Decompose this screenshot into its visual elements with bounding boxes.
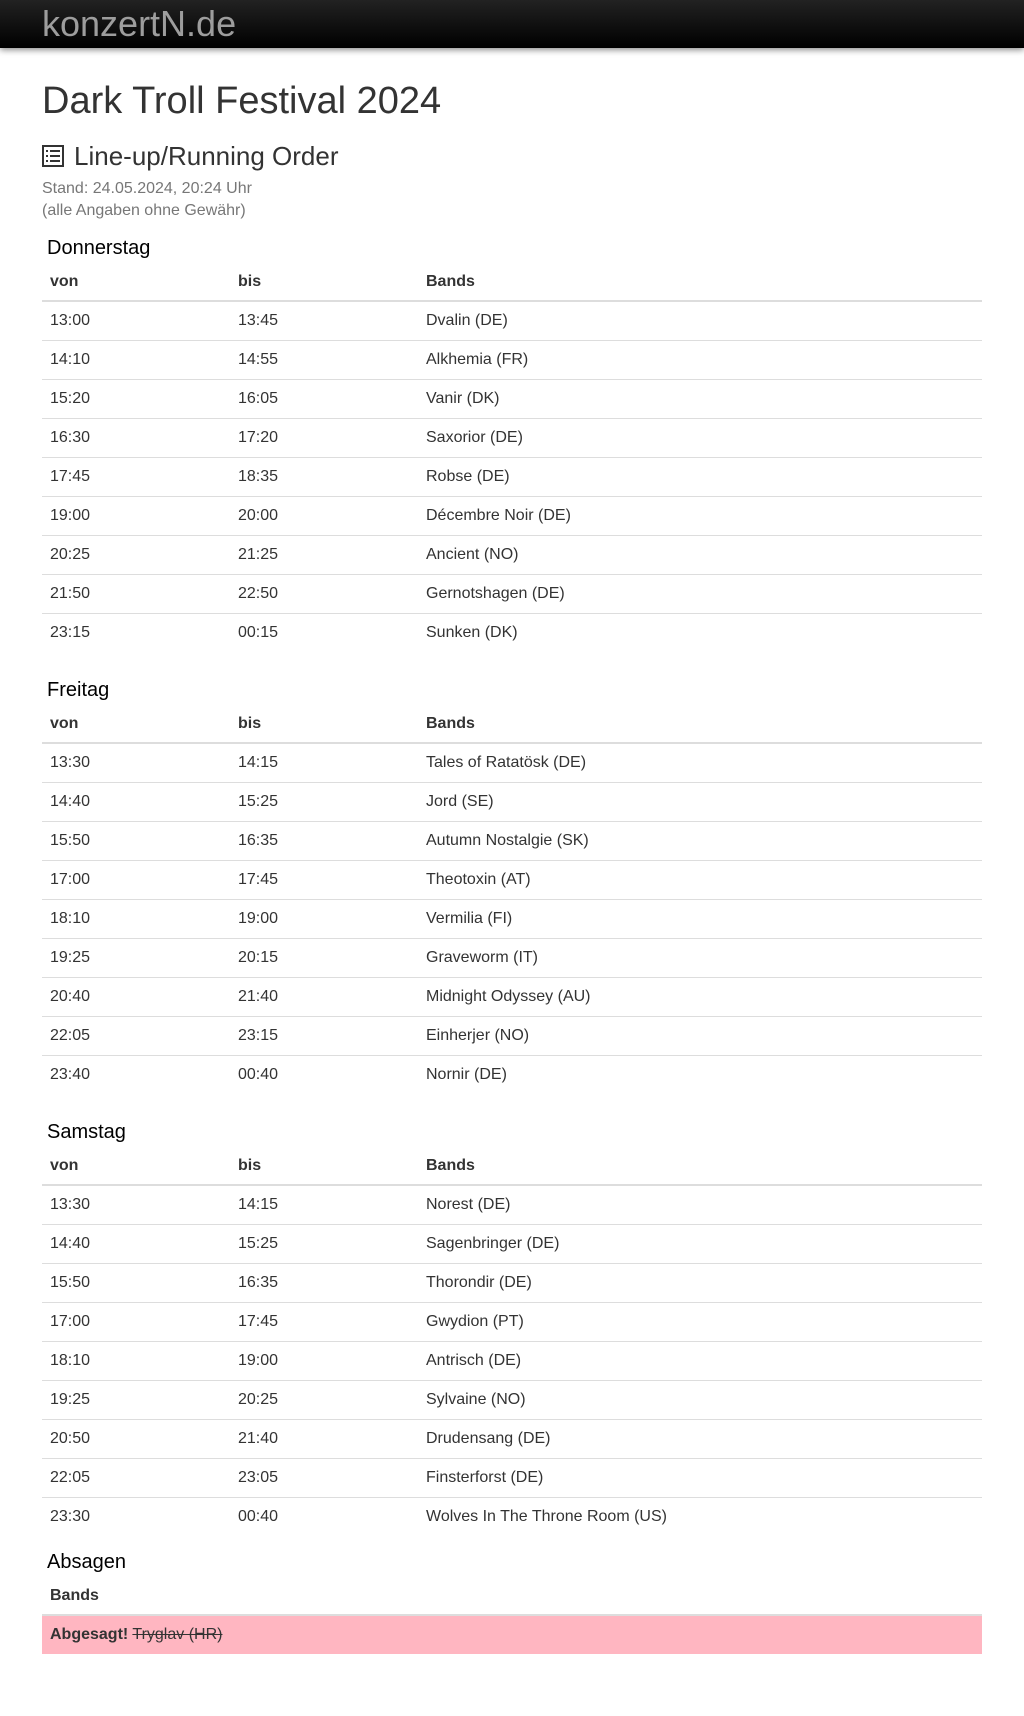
main-content [42,48,982,1654]
band-name: Thorondir (DE) [418,1264,982,1303]
band-name: Ancient (NO) [418,536,982,575]
end-time: 20:25 [230,1381,418,1420]
end-time: 21:25 [230,536,418,575]
table-row [42,1381,982,1420]
band-name: Autumn Nostalgie (SK) [418,822,982,861]
start-time: 20:25 [42,536,230,575]
end-time: 00:40 [230,1056,418,1095]
start-time: 15:50 [42,822,230,861]
start-time: 13:00 [50,312,91,329]
end-time: 14:15 [238,754,279,771]
band-name: Nornir (DE) [418,1056,982,1095]
band-name: Sagenbringer (DE) [418,1225,982,1264]
end-time: 14:55 [230,341,418,380]
band-name: Drudensang (DE) [418,1420,982,1459]
day-section [42,674,982,1094]
end-time: 16:05 [230,380,418,419]
start-time: 22:05 [42,1459,230,1498]
end-time: 00:15 [230,614,418,653]
start-time: 19:00 [42,497,230,536]
column-header-von: von [42,264,230,301]
column-header-von: von [42,1148,230,1185]
end-time: 14:15 [238,1196,279,1213]
page-title: Dark Troll Festival 2024 [42,80,442,122]
end-time: 21:40 [230,978,418,1017]
cancelled-row [42,1615,982,1654]
band-name: Wolves In The Throne Room (US) [418,1498,982,1537]
column-header-bis: bis [230,706,418,743]
cancelled-cell [42,1615,982,1654]
band-name: Robse (DE) [418,458,982,497]
table-row [42,1056,982,1095]
table-row [42,419,982,458]
end-time: 20:00 [230,497,418,536]
end-time: 19:00 [230,900,418,939]
band-name: Saxorior (DE) [418,419,982,458]
lineup-table [42,1148,982,1536]
start-time: 17:00 [42,861,230,900]
day-section [42,232,982,652]
end-time: 21:40 [230,1420,418,1459]
start-time: 13:30 [50,754,91,771]
band-name: Décembre Noir (DE) [418,497,982,536]
table-row [42,939,982,978]
table-row [42,900,982,939]
end-time: 16:35 [230,822,418,861]
column-header-bis: bis [230,264,418,301]
table-row [42,301,982,341]
cancellations-title: Absagen [47,1551,126,1573]
stand-info: Stand: 24.05.2024, 20:24 Uhr [42,180,252,197]
table-row [42,783,982,822]
table-row [42,1185,982,1225]
start-time: 23:15 [42,614,230,653]
column-header-bands: Bands [42,1578,982,1615]
start-time: 22:05 [42,1017,230,1056]
band-name: Gernotshagen (DE) [418,575,982,614]
table-row [42,341,982,380]
start-time: 17:00 [42,1303,230,1342]
column-header-bands: Bands [418,264,982,301]
end-time: 13:45 [238,312,279,329]
cancellations-section [42,1546,982,1654]
start-time: 17:45 [42,458,230,497]
band-name: Finsterforst (DE) [418,1459,982,1498]
table-row [42,978,982,1017]
start-time: 13:30 [50,1196,91,1213]
start-time: 21:50 [42,575,230,614]
band-name: Jord (SE) [418,783,982,822]
start-time: 23:40 [42,1056,230,1095]
end-time: 16:35 [230,1264,418,1303]
disclaimer: (alle Angaben ohne Gewähr) [42,202,246,219]
lineup-table [42,706,982,1094]
start-time: 19:25 [42,939,230,978]
band-name: Sunken (DK) [418,614,982,653]
start-time: 14:10 [42,341,230,380]
cancellations-table [42,1578,982,1654]
end-time: 00:40 [230,1498,418,1537]
table-row [42,861,982,900]
start-time: 15:50 [42,1264,230,1303]
start-time: 20:40 [42,978,230,1017]
band-name: Vermilia (FI) [418,900,982,939]
cancelled-band-name: Tryglav (HR) [132,1626,223,1643]
band-name: Dvalin (DE) [426,312,508,329]
band-name: Sylvaine (NO) [418,1381,982,1420]
start-time: 16:30 [42,419,230,458]
day-title: Freitag [47,679,110,701]
end-time: 15:25 [230,783,418,822]
end-time: 18:35 [230,458,418,497]
band-name: Tales of Ratatösk (DE) [426,754,587,771]
table-row [42,614,982,653]
column-header-von: von [42,706,230,743]
table-row [42,536,982,575]
table-row [42,1459,982,1498]
table-row [42,1225,982,1264]
start-time: 23:30 [42,1498,230,1537]
lineup-table [42,264,982,652]
start-time: 20:50 [42,1420,230,1459]
table-row [42,1264,982,1303]
band-name: Antrisch (DE) [418,1342,982,1381]
brand-logo-link[interactable]: konzertN.de [42,3,237,44]
band-name: Norest (DE) [426,1196,511,1213]
column-header-bis: bis [230,1148,418,1185]
table-row [42,458,982,497]
days-container [42,232,982,1536]
table-row [42,1303,982,1342]
table-row [42,1420,982,1459]
end-time: 23:15 [230,1017,418,1056]
end-time: 22:50 [230,575,418,614]
day-section [42,1116,982,1536]
navbar [0,0,1024,48]
column-header-bands: Bands [418,1148,982,1185]
end-time: 17:20 [230,419,418,458]
band-name: Graveworm (IT) [418,939,982,978]
end-time: 15:25 [230,1225,418,1264]
band-name: Midnight Odyssey (AU) [418,978,982,1017]
table-row [42,1017,982,1056]
band-name: Gwydion (PT) [418,1303,982,1342]
end-time: 20:15 [230,939,418,978]
band-name: Einherjer (NO) [418,1017,982,1056]
band-name: Alkhemia (FR) [418,341,982,380]
table-row [42,1342,982,1381]
band-name: Vanir (DK) [418,380,982,419]
start-time: 18:10 [42,1342,230,1381]
start-time: 15:20 [42,380,230,419]
end-time: 17:45 [230,1303,418,1342]
list-icon [42,145,64,167]
band-name: Theotoxin (AT) [418,861,982,900]
table-row [42,575,982,614]
day-title: Donnerstag [47,237,151,259]
day-title: Samstag [47,1121,126,1143]
table-row [42,743,982,783]
cancelled-label: Abgesagt! [50,1626,129,1643]
start-time: 14:40 [42,1225,230,1264]
start-time: 14:40 [42,783,230,822]
column-header-bands: Bands [418,706,982,743]
table-row [42,380,982,419]
lineup-heading-text: Line-up/Running Order [74,141,339,171]
table-row [42,822,982,861]
end-time: 19:00 [230,1342,418,1381]
end-time: 17:45 [230,861,418,900]
table-row [42,497,982,536]
end-time: 23:05 [230,1459,418,1498]
start-time: 18:10 [42,900,230,939]
start-time: 19:25 [42,1381,230,1420]
lineup-heading [42,140,982,172]
table-row [42,1498,982,1537]
